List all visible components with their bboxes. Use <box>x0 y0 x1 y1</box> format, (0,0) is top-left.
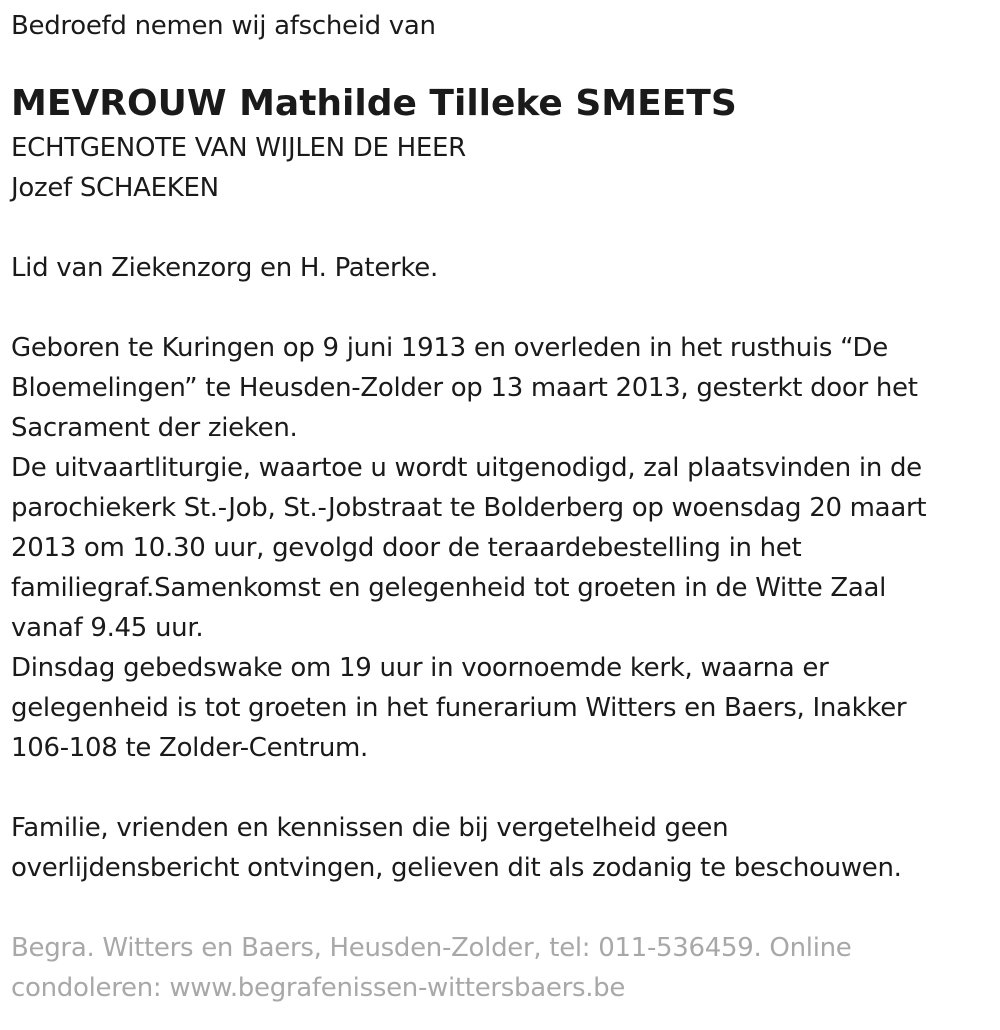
deceased-name: MEVROUW Mathilde Tilleke SMEETS <box>11 83 737 124</box>
paragraph-line: gelegenheid is tot groeten in het funerarium Witters en Baers, Inakker <box>11 693 907 723</box>
spacer <box>11 288 986 328</box>
paragraph-line: Familie, vrienden en kennissen die bij vergetelheid geen <box>11 813 729 843</box>
funeral-paragraph <box>11 448 986 648</box>
paragraph-line: 106-108 te Zolder-Centrum. <box>11 733 368 763</box>
paragraph-line: Dinsdag gebedswake om 19 uur in voornoemde kerk, waarna er <box>11 653 829 683</box>
paragraph-line: Bloemelingen” te Heusden-Zolder op 13 maart 2013, gesterkt door het <box>11 373 918 403</box>
paragraph-line: parochiekerk St.-Job, St.-Jobstraat te Bolderberg op woensdag 20 maart <box>11 493 927 523</box>
paragraph-line: De uitvaartliturgie, waartoe u wordt uitgenodigd, zal plaatsvinden in de <box>11 453 922 483</box>
spacer <box>11 208 986 248</box>
paragraph-line: Sacrament der zieken. <box>11 413 298 443</box>
footer-line: condoleren: www.begrafenissen-wittersbaers.be <box>11 973 626 1003</box>
paragraph-line: vanaf 9.45 uur. <box>11 613 204 643</box>
footer-line: Begra. Witters en Baers, Heusden-Zolder, tel: 011-536459. Online <box>11 933 852 963</box>
spacer <box>11 768 986 808</box>
notice-paragraph <box>11 808 986 888</box>
wake-paragraph <box>11 648 986 768</box>
intro-text: Bedroefd nemen wij afscheid van <box>11 11 436 41</box>
paragraph-line: Geboren te Kuringen op 9 juni 1913 en overleden in het rusthuis “De <box>11 333 888 363</box>
membership-text: Lid van Ziekenzorg en H. Paterke. <box>11 253 438 283</box>
spouse-line-2: Jozef SCHAEKEN <box>11 173 219 203</box>
spacer <box>11 888 986 928</box>
born-paragraph <box>11 328 986 448</box>
spouse-line-1: ECHTGENOTE VAN WIJLEN DE HEER <box>11 133 466 163</box>
paragraph-line: familiegraf.Samenkomst en gelegenheid tot groeten in de Witte Zaal <box>11 573 887 603</box>
obituary-notice <box>11 6 986 1008</box>
paragraph-line: overlijdensbericht ontvingen, gelieven dit als zodanig te beschouwen. <box>11 853 902 883</box>
paragraph-line: 2013 om 10.30 uur, gevolgd door de teraardebestelling in het <box>11 533 802 563</box>
footer-contact <box>11 928 986 1008</box>
